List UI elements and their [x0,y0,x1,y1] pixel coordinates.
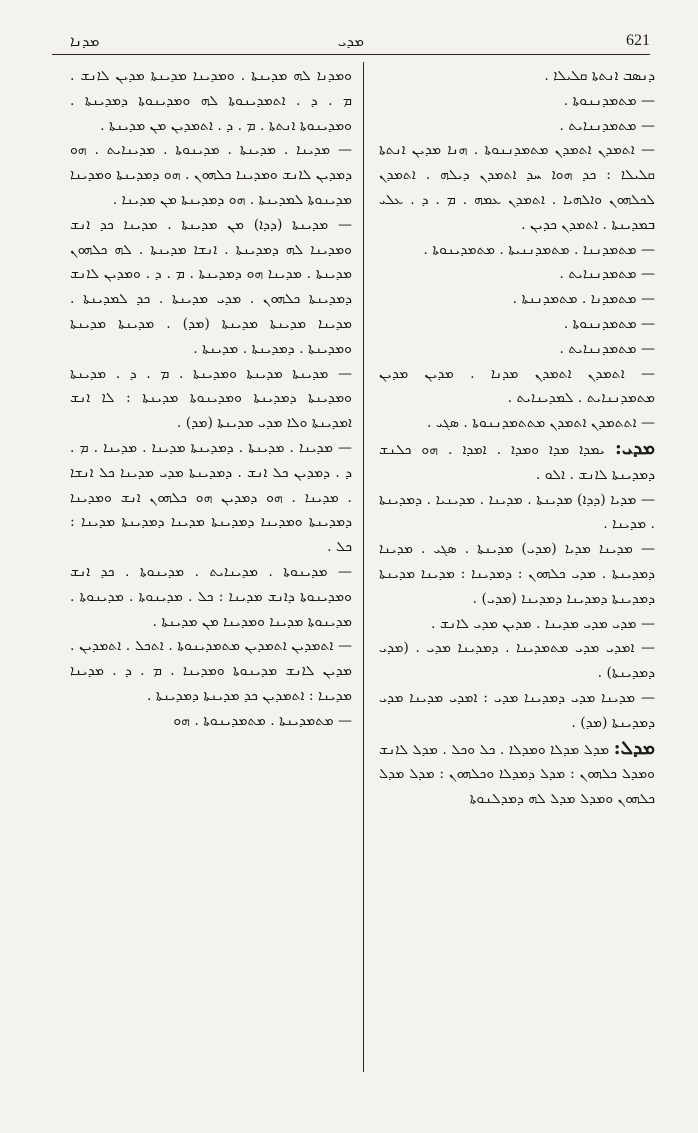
entry: — ܐܡܕܝ ܡܕܝ ܡܬܡܕܝܢܐ . ܕܡܕܝܢܐ ܡܕܝ . (ܡܕܝ ܕܡܕܝܢܬܐ) . [379,640,655,682]
entry: — ܐܬܡܕܢ ܐܬܡܕܢ ܡܬܡܕܢܢܘܬܐ . ܗܢܐ ܡܕܝܢ ܐܢܬܬܐ ܩܠܝܠܐ : ܟܕ ܗܘܐ ܚܕ ܐܬܡܕܢ ܕܝܠܗ . ܐܬܡܕܢ ܠܟܠܗܘܢ ܘܐܠܗܝܐ . ܐܬܡܕܢ ܥܡܗ . ܡ . ܕ . ܥܠܝ ܒܡܕܝܢܬܐ . ܐܬܡܕܢ ܟܕܝܢ . [379,142,655,233]
page-number: 621 [626,32,650,49]
entry: — ܡܕܝܢܐ ܡܕܝ ܕܡܕܝܢܐ ܡܕܝ : ܐܡܕܝ ܡܕܝܢܐ ܡܕܝ ܕܡܕܝܢܬܐ (ܡܕ) . [379,689,655,731]
entry: — ܐܬܡܕܝܢ ܐܬܡܕܝܢ ܡܬܡܕܝܢܘܬܐ . ܐܬܟܠ . ܐܬܡܕܝܢ . ܡܕܝܢ ܠܐܢܫ ܡܕܝܢܘܬܐ ܘܡܕܝܢܐ . ܡ . ܕ . ܡܕܝܢܐ ܡܕܝܢܐ : ܐܬܡܕܝܢ ܟܕ ܡܕܝܢܬܐ ܕܡܕܝܢܬܐ . [70,638,352,704]
running-header [52,32,650,55]
entry-text: ܡܕܠ ܡܕܠܐ ܘܡܕܠܐ . ܟܠ ܘܟܠ . ܡܕܠ ܠܐܢܫ ܘܡܕܠ ܟܠܗܘܢ : ܡܕܠ ܕܡܕܠܐ ܘܟܠܗܘܢ : ܡܕܠ ܡܕܠ ܟܠܗܘܢ ܘܡܕܠ ܡܕܠ ܠܗ ܕܡܕܠܢܘܬܐ [379,741,655,808]
entry: — ܡܕܝܢܐ ܡܕܝܐ (ܡܕܝ) ܡܕܝܢܬܐ . ܣܓܝ . ܡܕܝܢܐ ܕܡܕܝܢܬܐ . ܡܕܝ ܟܠܗܘܢ : ܕܡܕܝܢܐ : ܡܕܝܢܐ ܡܕܝܢܬܐ ܕܡܕܝܢܬܐ ܕܡܕܝܢܐ ܕܡܕܝܢܐ (ܡܕܝ) . [379,541,655,607]
entry: — ܡܕܝܢܐ . ܡܕܝܢܬܐ . ܡܕܝܢܘܬܐ . ܡܕܝܢܐܝܬ . ܗܘ ܕܡܕܝܢ ܠܐܢܫ ܘܡܕܝܢܐ ܟܠܗܘܢ . ܗܘ ܕܡܕܝܢܬܐ ܘܡܕܝܢܐ ܡܕܝܢܘܬܐ ܠܡܕܝܢܬܐ . ܗܘ ܕܡܕܝܢܬܐ ܡܢ ܡܕܝܢܐ . [70,142,352,208]
lead-entry [379,736,655,812]
entry-text: ܝܡܕܐ ܡܕܐ ܘܡܕܐ . ܐܡܕܐ . ܗܘ ܟܠܢܫ ܕܡܕܝܢܬܐ ܠܐܢܫ . ܐܠܘ . [379,441,655,483]
entry: — ܡܕܝܢܬܐ ܡܕܝܢܬܐ ܘܡܕܝܢܬܐ . ܡ . ܕ . ܡܕܝܢܬܐ ܘܡܕܝܢܬܐ ܕܡܕܝܢܬܐ ܘܡܕܝܢܘܬܐ ܡܕܝܢܬܐ : ܠܐ ܐܢܫ ܐܡܕܝܢܬܐ ܘܠܐ ܡܕܝ ܡܕܝܢܬܐ (ܡܕ) . [70,365,352,432]
right-column [379,64,655,1072]
entry: — ܡܬܡܕܝܢܬܐ . ܡܬܡܕܝܢܘܬܐ . ܗܘ [173,712,352,729]
entry: — ܡܬܡܕܢܢܐ . ܡܬܡܕܢܢܝܬܐ . ܡܬܡܕܝܢܘܬܐ . [423,241,655,258]
entry: — ܡܕܝܢܘܬܐ . ܡܕܝܢܐܝܬ . ܡܕܝܢܘܬܐ . ܟܕ ܐܢܫ ܘܡܕܝܢܘܬܐ ܕܐܢܫ ܡܕܝܢܐ : ܟܠ . ܡܕܝܢܘܬܐ . ܡܕܝܢܘܬܐ . ܡܕܝܢܘܬܐ ܡܕܝܢܐ ܘܡܕܝܢܐ ܡܢ ܡܕܝܢܬܐ . [70,563,352,630]
headword: ܡܕܠ: [613,736,655,759]
running-head-center: ܡܕܝ [337,32,365,50]
column-divider [363,62,364,1072]
entry: — ܡܬܡܕܢܢܐܝܬ . [559,340,655,357]
running-head-left: ܡܕܢܐ [70,32,100,50]
entry: — ܡܬܡܕܢܢܐܝܬ . [559,266,655,283]
entry: — ܡܕܝܐ (ܕܕܐ) ܡܕܝܢܬܐ . ܡܕܝܢܐ . ܡܕܝܢܝܐ . ܕܡܕܝܢܬܐ . ܡܕܝܢܐ . [379,491,655,533]
entry: ܕܢܣܒ ܐܢܬܬܐ ܩܠܝܠܐ . [544,68,655,84]
entry: — ܡܕܝܢܐ . ܡܕܝܢܬܐ . ܕܡܕܝܢܬܐ ܡܕܝܢܐ . ܡܕܝܢܐ . ܡ . ܕ . ܕܡܕܝܢ ܟܠ ܐܢܫ . ܕܡܕܝܢܬܐ ܡܕܝ ܡܕܝܢܐ ܟܠ ܐܢܫܐ . ܡܕܝܢܐ . ܗܘ ܕܡܕܝܢ ܗܘ ܟܠܗܘܢ ܐܢܫ ܘܡܕܝܢܐ ܕܡܕܝܢܬܐ ܘܡܕܝܢܐ ܕܡܕܝܢܬܐ ܡܕܝܢܐ ܕܡܕܝܢܬܐ ܡܕܝܢܐ : ܟܠ . [70,439,352,556]
entry: — ܐܬܡܕܢ ܐܬܡܕܢ ܡܕܢܐ . ܡܕܝܢ ܡܕܝܢ ܡܬܡܕܢܢܐܝܬ . ܠܡܕܝܢܐܝܬ . [379,365,655,407]
entry: — ܡܬܡܕܢܢܘܬܐ . [563,315,655,332]
entry: — ܐܬܬܡܕܢ ܐܬܡܕܢ ܡܬܬܡܕܢܢܘܬܐ . ܣܓܝ . [427,415,655,432]
entry: — ܡܬܡܕܢܢܘܬܐ . [563,92,655,109]
left-column [70,64,352,1072]
entry: — ܡܕܝܢܬܐ (ܕܕܐ) ܡܢ ܡܕܝܢܬܐ . ܡܕܝܢܐ ܟܕ ܐܢܫ ܘܡܕܝܢܐ ܠܗ ܕܡܕܝܢܬܐ . ܐܢܫܐ ܡܕܝܢܬܐ . ܠܗ ܟܠܗܘܢ ܡܕܝܢܬܐ . ܡܕܝܢܐ ܗܘ ܕܡܕܝܢܬܐ . ܡ . ܕ . ܘܡܕܝܢ ܠܐܢܫ ܕܡܕܝܢܬܐ ܟܠܗܘܢ . ܡܕܝ ܡܕܝܢܬܐ . ܟܕ ܠܡܕܝܢܬܐ . ܡܕܝܢܐ ܡܕܝܢܬܐ ܡܕܝܢܬܐ (ܡܕ) . ܡܕܝܢܬܐ ܡܕܝܢܬܐ ܘܡܕܝܢܬܐ . ܕܡܕܝܢܬܐ . ܡܕܝܢܬܐ . [70,216,352,357]
lead-entry [379,436,655,488]
entry: — ܡܬܡܕܢܢܐܝܬ . [559,117,655,134]
headword: ܡܕܝ: [614,436,655,459]
entry: — ܡܬܡܕܢܐ . ܡܬܡܕܢܢܬܐ . [512,291,655,308]
entry: ܘܡܕܢܐ ܠܗ ܡܕܝܢܬܐ . ܘܡܕܝܢܐ ܡܕܝܢܬܐ ܡܕܝܢ ܠܐܢܫ . ܡ . ܕ . ܐܬܡܕܝܢܘܬܐ ܠܗ ܘܡܕܝܢܘܬܐ ܕܡܕܝܢܬܐ . ܘܡܕܝܢܘܬܐ ܐܢܬܬܐ . ܡ . ܕ . ܐܬܡܕܝܢ ܡܢ ܡܕܝܢܬܐ . [70,68,352,134]
entry: — ܡܕܝ ܡܕܝ ܡܕܝܢܐ . ܡܕܝܢ ܡܕܝ ܠܐܢܫ . [431,615,655,632]
